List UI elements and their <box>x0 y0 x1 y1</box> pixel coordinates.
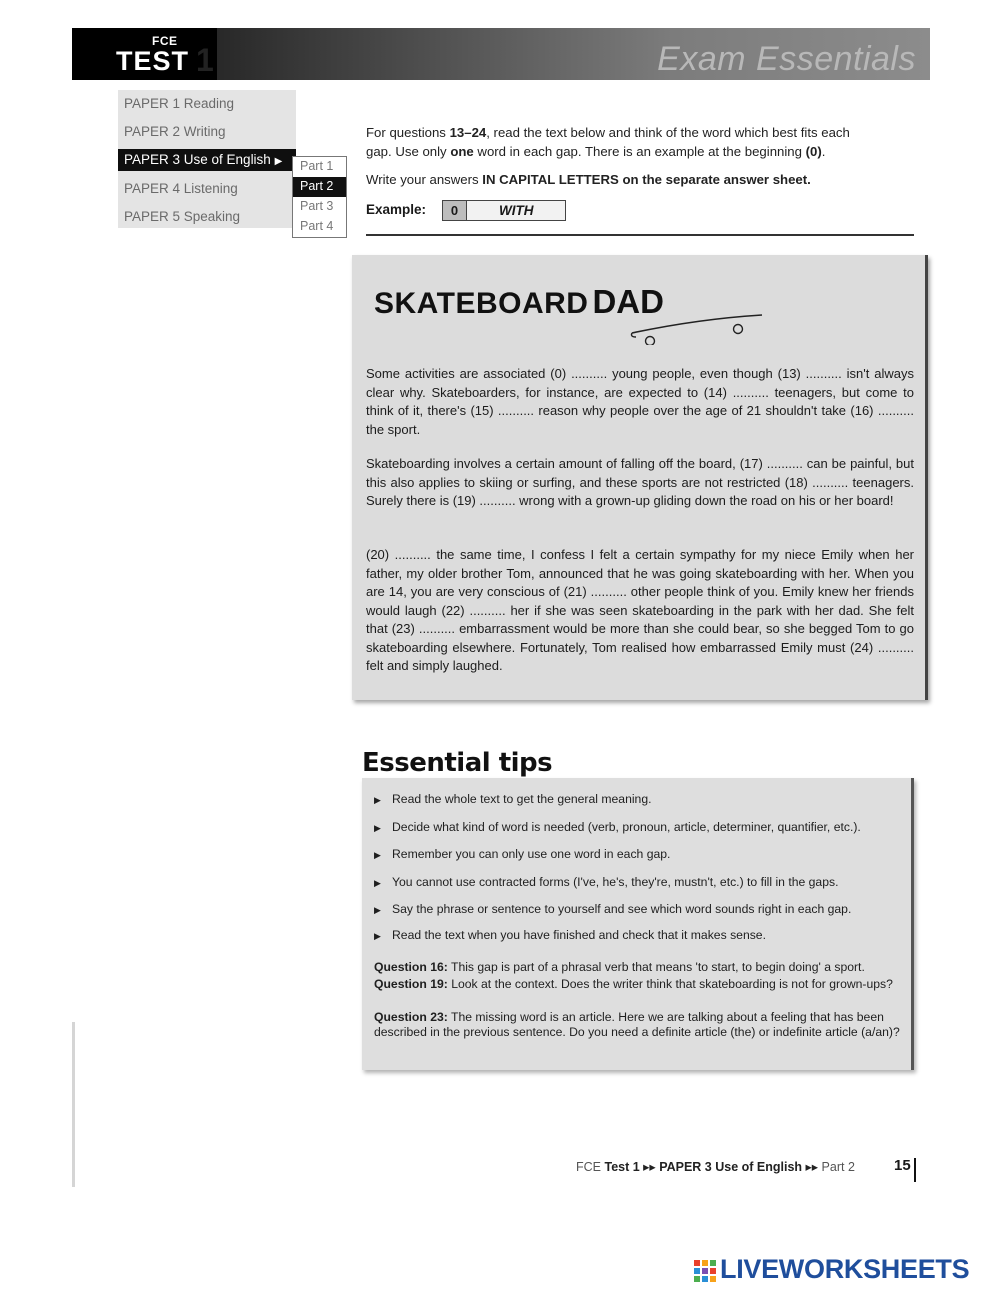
scan-edge <box>72 1022 75 1187</box>
paper-menu <box>118 90 296 228</box>
question-19-note <box>374 977 904 992</box>
tip-item <box>374 792 904 806</box>
instr-text: Write your answers <box>366 172 483 187</box>
fce-label: FCE <box>152 34 178 48</box>
question-16-note <box>374 960 904 975</box>
instr-text: . <box>821 144 826 159</box>
footer-separator: ▸▸ <box>802 1160 822 1174</box>
part-4-item[interactable]: Part 4 <box>300 219 334 233</box>
parts-submenu <box>292 156 347 238</box>
article-title <box>374 283 664 321</box>
header-bar <box>72 28 930 80</box>
tip-item <box>374 928 904 942</box>
page-bar <box>914 1158 916 1182</box>
tip-text: Say the phrase or sentence to yourself and see which word sounds right in each gap. <box>392 902 852 916</box>
brand-name: LIVEWORKSHEETS <box>720 1254 970 1284</box>
instr-text: gap. Use only <box>366 144 451 159</box>
paper-3-label: PAPER 3 Use of English <box>124 152 271 167</box>
paper-2-item[interactable]: PAPER 2 Writing <box>124 124 226 139</box>
instructions-text <box>366 123 914 161</box>
bullet-icon: ▶ <box>374 878 381 888</box>
part-1-item[interactable]: Part 1 <box>300 159 334 173</box>
instr-capitals: IN CAPITAL LETTERS on the separate answer sheet. <box>482 172 811 187</box>
question-text: Look at the context. Does the writer think that skateboarding is not for grown-ups? <box>447 977 893 991</box>
liveworksheets-logo-icon <box>694 1260 716 1282</box>
instr-text: For questions <box>366 125 450 140</box>
article-paragraph-2: Skateboarding involves a certain amount of falling off the board, (17) .......... can be painful, but this also applies to skiing or surfing, and these sports are not restricted (18) .......... teenagers. Surely there is (19) .......... wrong with a grown-up gliding down the road on his or her board! <box>366 456 914 508</box>
tip-item <box>374 902 904 916</box>
tip-text: You cannot use contracted forms (I've, he's, they're, mustn't, etc.) to fill in the gaps. <box>392 875 839 889</box>
footer-test: Test 1 <box>604 1160 640 1174</box>
instr-zero: (0) <box>805 144 822 159</box>
example-box <box>442 200 566 221</box>
tip-item <box>374 875 904 889</box>
instr-range: 13–24 <box>449 125 487 140</box>
paper-4-item[interactable]: PAPER 4 Listening <box>124 181 238 196</box>
tips-panel <box>362 778 914 1070</box>
tip-text: Read the whole text to get the general meaning. <box>392 792 652 806</box>
footer-separator: ▸▸ <box>639 1160 660 1174</box>
bullet-icon: ▶ <box>374 795 381 805</box>
tip-item <box>374 847 904 861</box>
bullet-icon: ▶ <box>374 905 381 915</box>
article-panel <box>352 255 928 700</box>
article-paragraph-3: (20) .......... the same time, I confess I felt a certain sympathy for my niece Emily when her father, my older brother Tom, announced that he was going skateboarding with her. When you are 14, you are very conscious of (21) .......... other people think of you. Emily knew her friends would laugh (22) .......... her if she was seen skateboarding in the park with her dad. She felt that (23) .......... embarrassment would be more than she could bear, so she begged Tom to go skateboarding elsewhere. Fortunately, Tom realised how embarrassed Emily must (24) .......... felt and simply laughed. <box>366 547 914 673</box>
question-text: This gap is part of a phrasal verb that means 'to start, to begin doing' a sport. <box>447 960 865 974</box>
bullet-icon: ▶ <box>374 931 381 941</box>
bullet-icon: ▶ <box>374 850 381 860</box>
example-label: Example: <box>366 202 427 217</box>
page-footer <box>576 1159 855 1174</box>
paper-1-item[interactable]: PAPER 1 Reading <box>124 96 235 111</box>
article-paragraph-1: Some activities are associated (0) .......... young people, even though (13) .......... isn't always clear why. Skateboarders, for instance, are expected to (14) .......... teenagers, but come to think of it, there's (15) .......... reason why people over the age of 21 shouldn't take (16) .......... the sport. <box>366 366 914 437</box>
instr-text: , read the text below and think of the word which best fits each <box>486 125 850 140</box>
tips-title: Essential tips <box>362 748 553 778</box>
submenu-arrow-icon: ▶ <box>274 156 283 167</box>
instr-emphasis: one <box>450 144 474 159</box>
question-text: The missing word is an article. Here we are talking about a feeling that has been described in the previous sentence. Do you need a definite article (the) or indefinite article (a/an)? <box>374 1010 900 1039</box>
tip-item <box>374 820 904 834</box>
paper-3-item-active[interactable] <box>118 149 296 171</box>
question-label: Question 19: <box>374 977 448 991</box>
test-number: 1 <box>196 42 214 78</box>
title-dad: DAD <box>592 283 664 320</box>
part-3-item[interactable]: Part 3 <box>300 199 334 213</box>
tip-text: Decide what kind of word is needed (verb, pronoun, article, determiner, quantifier, etc.). <box>392 820 861 834</box>
title-skateboard: SKATEBOARD <box>374 287 589 320</box>
footer-fce: FCE <box>576 1160 605 1174</box>
question-23-note <box>374 1010 904 1040</box>
footer-paper: PAPER 3 Use of English <box>659 1160 803 1174</box>
part-2-item-active[interactable]: Part 2 <box>293 177 346 197</box>
skateboard-icon <box>628 311 768 345</box>
paper-5-item[interactable]: PAPER 5 Speaking <box>124 209 241 224</box>
instr-text: word in each gap. There is an example at the beginning <box>473 144 806 159</box>
question-label: Question 16: <box>374 960 448 974</box>
tip-text: Read the text when you have finished and check that it makes sense. <box>392 928 766 942</box>
test-block <box>72 28 217 80</box>
header-title: Exam Essentials <box>657 40 916 78</box>
bullet-icon: ▶ <box>374 823 381 833</box>
page-number: 15 <box>894 1157 911 1174</box>
question-label: Question 23: <box>374 1010 448 1024</box>
example-number: 0 <box>443 201 467 220</box>
test-label: TEST <box>116 46 190 76</box>
instructions-answers <box>366 170 811 189</box>
footer-part: Part 2 <box>821 1160 855 1174</box>
tip-text: Remember you can only use one word in each gap. <box>392 847 671 861</box>
divider <box>366 234 914 236</box>
example-word: WITH <box>499 203 534 218</box>
